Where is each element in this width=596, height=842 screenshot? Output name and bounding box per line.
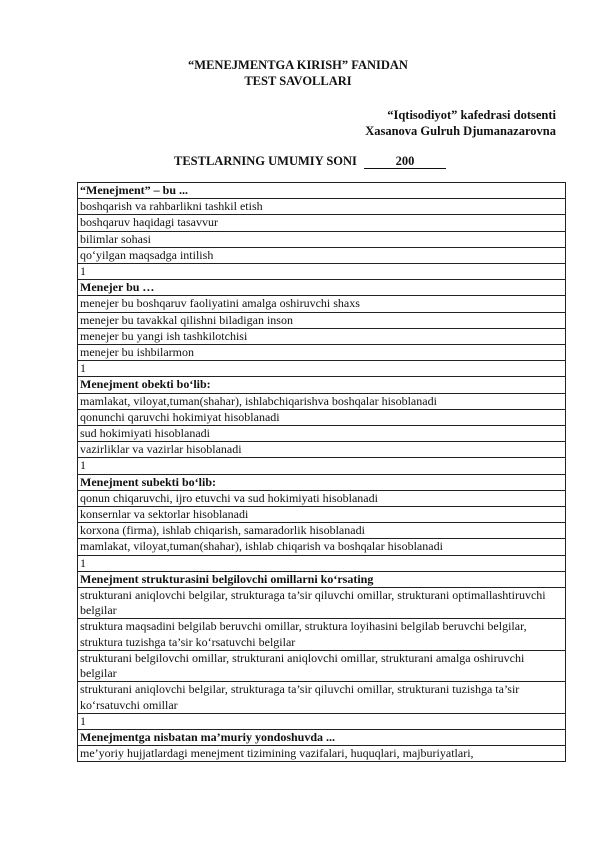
option-row (78, 539, 566, 555)
question-row (78, 729, 566, 745)
table-cell: Menejment obekti bo‘lib: (78, 377, 566, 393)
document-title: “MENEJMENTGA KIRISH” FANIDAN (188, 58, 408, 72)
option-row (78, 345, 566, 361)
table-cell: boshqarish va rahbarlikni tashkil etish (78, 199, 566, 215)
document-subtitle: TEST SAVOLLARI (244, 74, 352, 88)
table-cell: “Menejment” – bu ... (78, 183, 566, 199)
option-row (78, 619, 566, 650)
table-cell: 1 (78, 361, 566, 377)
table-cell: menejer bu boshqaruv faoliyatini amalga oshiruvchi shaxs (78, 296, 566, 312)
answer-key-row (78, 264, 566, 280)
question-row (78, 280, 566, 296)
question-row (78, 571, 566, 587)
question-row (78, 474, 566, 490)
table-cell: qonun chiqaruvchi, ijro etuvchi va sud hokimiyati hisoblanadi (78, 490, 566, 506)
option-row (78, 328, 566, 344)
option-row (78, 409, 566, 425)
option-row (78, 588, 566, 619)
option-row (78, 199, 566, 215)
table-cell: 1 (78, 713, 566, 729)
questions-table (77, 182, 566, 762)
table-cell: strukturani aniqlovchi belgilar, strukturaga ta’sir qiluvchi omillar, strukturani optimallashtiruvchi belgilar (78, 588, 566, 619)
option-row (78, 426, 566, 442)
answer-key-row (78, 713, 566, 729)
answer-key-row (78, 458, 566, 474)
table-cell: menejer bu ishbilarmon (78, 345, 566, 361)
table-cell: struktura maqsadini belgilab beruvchi omillar, struktura loyihasini belgilab beruvchi belgilar, struktura tuzishga ta’sir ko‘rsatuvchi belgilar (78, 619, 566, 650)
option-row (78, 215, 566, 231)
table-cell: 1 (78, 264, 566, 280)
answer-key-row (78, 555, 566, 571)
table-cell: Menejer bu … (78, 280, 566, 296)
option-row (78, 523, 566, 539)
author-department: “Iqtisodiyot” kafedrasi dotsenti (387, 108, 556, 122)
table-cell: sud hokimiyati hisoblanadi (78, 426, 566, 442)
table-cell: me’yoriy hujjatlardagi menejment tizimining vazifalari, huquqlari, majburiyatlari, (78, 746, 566, 762)
option-row (78, 231, 566, 247)
option-row (78, 650, 566, 681)
test-count (174, 154, 446, 169)
table-cell: strukturani aniqlovchi belgilar, strukturaga ta’sir qiluvchi omillar, strukturani tuzishga ta’sir ko‘rsatuvchi omillar (78, 682, 566, 713)
table-cell: menejer bu yangi ish tashkilotchisi (78, 328, 566, 344)
table-cell: qo‘yilgan maqsadga intilish (78, 247, 566, 263)
table-cell: 1 (78, 555, 566, 571)
option-row (78, 746, 566, 762)
table-cell: korxona (firma), ishlab chiqarish, samaradorlik hisoblanadi (78, 523, 566, 539)
option-row (78, 507, 566, 523)
table-cell: konsernlar va sektorlar hisoblanadi (78, 507, 566, 523)
table-cell: mamlakat, viloyat,tuman(shahar), ishlabchiqarishva boshqalar hisoblanadi (78, 393, 566, 409)
option-row (78, 393, 566, 409)
option-row (78, 442, 566, 458)
question-row (78, 377, 566, 393)
table-cell: 1 (78, 458, 566, 474)
author-name: Xasanova Gulruh Djumanazarovna (365, 124, 556, 138)
question-row (78, 183, 566, 199)
option-row (78, 247, 566, 263)
table-cell: strukturani belgilovchi omillar, strukturani aniqlovchi omillar, strukturani amalga oshiruvchi belgilar (78, 650, 566, 681)
option-row (78, 490, 566, 506)
table-cell: vazirliklar va vazirlar hisoblanadi (78, 442, 566, 458)
test-count-value-field (364, 155, 446, 169)
option-row (78, 682, 566, 713)
test-count-value: 200 (395, 154, 415, 168)
test-count-label: TESTLARNING UMUMIY SONI (174, 154, 357, 168)
option-row (78, 312, 566, 328)
table-cell: Menejmentga nisbatan ma’muriy yondoshuvda ... (78, 729, 566, 745)
table-cell: mamlakat, viloyat,tuman(shahar), ishlab chiqarish va boshqalar hisoblanadi (78, 539, 566, 555)
option-row (78, 296, 566, 312)
table-cell: menejer bu tavakkal qilishni biladigan inson (78, 312, 566, 328)
table-cell: Menejment subekti bo‘lib: (78, 474, 566, 490)
table-cell: bilimlar sohasi (78, 231, 566, 247)
table-cell: qonunchi qaruvchi hokimiyat hisoblanadi (78, 409, 566, 425)
table-cell: Menejment strukturasini belgilovchi omillarni ko‘rsating (78, 571, 566, 587)
table-cell: boshqaruv haqidagi tasavvur (78, 215, 566, 231)
answer-key-row (78, 361, 566, 377)
